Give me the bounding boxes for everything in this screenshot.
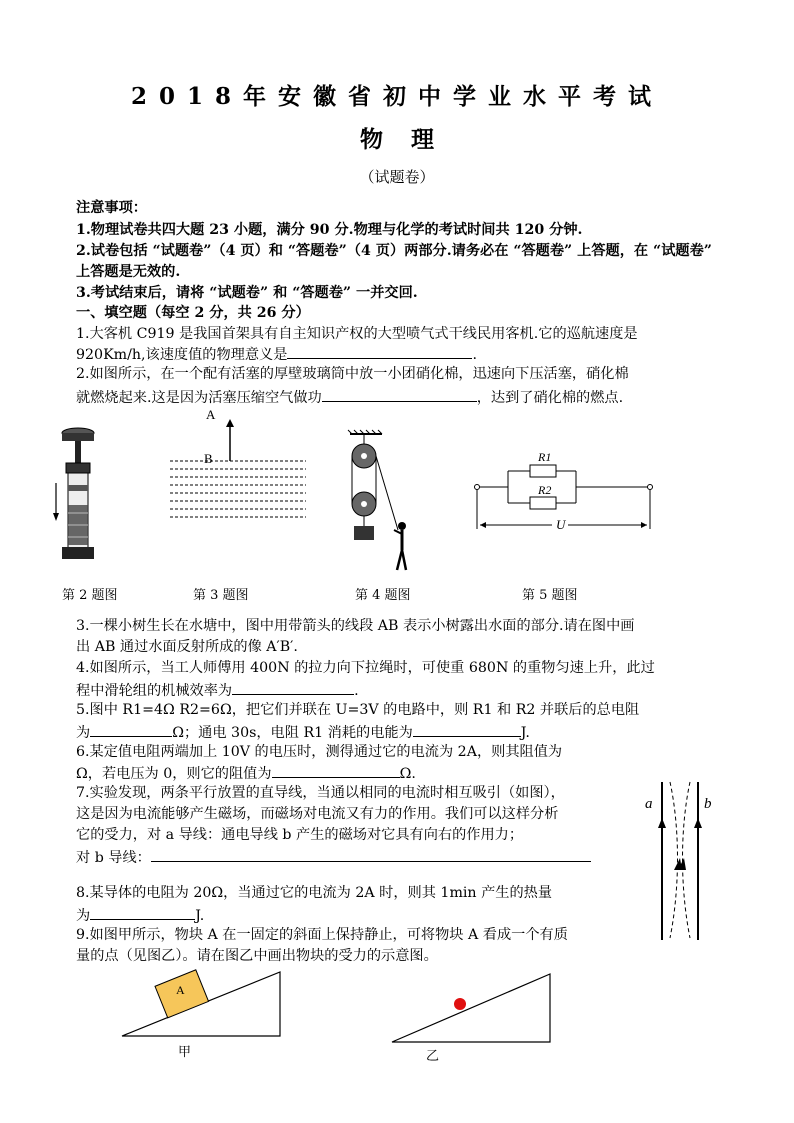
q6-text-a: Ω，若电压为 0，则它的阻值为 — [76, 766, 272, 782]
fig4-caption: 第 4 题图 — [355, 588, 411, 603]
q2-line-1: 2.如图所示，在一个配有活塞的厚壁玻璃筒中放一小团硝化棉，迅速向下压活塞，硝化棉 — [76, 366, 629, 382]
q8-answer-blank[interactable] — [90, 904, 195, 920]
fig5-label-u: U — [556, 517, 566, 532]
q7-line-2: 这是因为电流能够产生磁场，而磁场对电流又有力的作用。我们可以这样分析 — [76, 806, 559, 822]
q7-line-4 — [76, 846, 636, 869]
q6-line-2 — [76, 762, 704, 785]
fig9-point-mass — [454, 998, 466, 1010]
q7-text: 对 b 导线： — [76, 850, 151, 866]
fig7-label-a: a — [645, 796, 653, 812]
q4-line-2 — [76, 679, 704, 702]
fig7-label-b: b — [704, 796, 712, 812]
notice-item-3: 3.考试结束后，请将 “试题卷” 和 “答题卷” 一并交回. — [76, 285, 418, 301]
q1-line-1: 1.大客机 C919 是我国首架具有自主知识产权的大型喷气式干线民用客机.它的巡航速度是 — [76, 326, 638, 342]
q2-text: 就燃烧起来.这是因为活塞压缩空气做功 — [76, 390, 322, 406]
fig3-label-b: B — [204, 451, 213, 466]
fig2-caption: 第 2 题图 — [62, 588, 118, 603]
fig3-caption: 第 3 题图 — [193, 588, 249, 603]
q1-line-2 — [76, 343, 704, 366]
q6-answer-blank[interactable] — [272, 762, 400, 778]
q5-line-2 — [76, 721, 704, 744]
q5-answer-blank-2[interactable] — [413, 721, 521, 737]
q8-text-end: J. — [195, 908, 205, 924]
q5-line-1: 5.图中 R1=4Ω R2=6Ω，把它们并联在 U=3V 的电路中，则 R1 和 R2 并联后的总电阻 — [76, 702, 640, 718]
q1-text: 920Km/h,该速度值的物理意义是 — [76, 347, 288, 363]
q4-text: 程中滑轮组的机械效率为 — [76, 683, 233, 699]
q7-answer-blank[interactable] — [151, 846, 591, 862]
fig5-label-r2: R2 — [538, 483, 552, 497]
fig2-piston-cylinder — [50, 425, 110, 565]
q7-line-1: 7.实验发现，两条平行放置的直导线，当通以相同的电流时相互吸引（如图）， — [76, 785, 565, 801]
q4-line-1: 4.如图所示，当工人师傅用 400N 的拉力向下拉绳时，可使重 680N 的重物匀速上升，此过 — [76, 660, 655, 676]
q5-text-b: Ω；通电 30s，电阻 R1 消耗的电能为 — [172, 725, 413, 741]
q6-line-1: 6.某定值电阻两端加上 10V 的电压时，测得通过它的电流为 2A，则其阻值为 — [76, 744, 563, 760]
q3-line-2: 出 AB 通过水面反射所成的像 A′B′. — [76, 639, 298, 655]
subject-title: 物 理 — [359, 126, 434, 153]
q4-answer-blank[interactable] — [232, 679, 354, 695]
q2-answer-blank[interactable] — [322, 386, 477, 402]
paper-type: （试题卷） — [359, 168, 435, 186]
q6-text-b: Ω. — [399, 766, 416, 782]
q9-line-2: 量的点（见图乙）。请在图乙中画出物块的受力的示意图。 — [76, 948, 438, 964]
notice-item-2a: 2.试卷包括 “试题卷”（4 页）和 “答题卷”（4 页）两部分.请务必在 “答题卷” 上答题，在 “试题卷” — [76, 243, 712, 259]
fig4-pulley-system — [342, 430, 422, 575]
q8-text: 为 — [76, 908, 91, 924]
fig5-parallel-circuit — [472, 445, 662, 535]
fig9-incline-with-point — [390, 962, 560, 1062]
fig3-label-a: A — [206, 407, 216, 422]
fig5-label-r1: R1 — [538, 450, 552, 464]
notice-item-1: 1.物理试卷共四大题 23 小题，满分 90 分.物理与化学的考试时间共 120 分钟. — [76, 222, 583, 238]
notice-heading: 注意事项： — [76, 200, 147, 216]
q5-answer-blank-1[interactable] — [90, 721, 172, 737]
q8-line-2 — [76, 904, 636, 927]
q5-text-c: J. — [520, 725, 530, 741]
fig9-label-block: A — [176, 983, 185, 997]
fig9-incline-with-block — [120, 962, 290, 1062]
fig5-caption: 第 5 题图 — [522, 588, 578, 603]
notice-item-2b: 上答题是无效的. — [76, 264, 181, 280]
section-1-heading: 一、填空题（每空 2 分，共 26 分） — [76, 305, 310, 321]
q9-line-1: 9.如图甲所示，物块 A 在一固定的斜面上保持静止，可将物块 A 看成一个有质 — [76, 927, 568, 943]
fig9-label-jia: 甲 — [178, 1044, 192, 1059]
q1-period: . — [472, 347, 477, 363]
q8-line-1: 8.某导体的电阻为 20Ω，当通过它的电流为 2A 时，则其 1min 产生的热量 — [76, 885, 553, 901]
fig7-parallel-wires — [640, 778, 720, 943]
q3-line-1: 3.一棵小树生长在水塘中，图中用带箭头的线段 AB 表示小树露出水面的部分.请在图中画 — [76, 618, 635, 634]
q4-period: . — [354, 683, 359, 699]
q5-text-a: 为 — [76, 725, 91, 741]
q2-text-end: ，达到了硝化棉的燃点. — [476, 390, 624, 406]
fig3-water-surface — [168, 405, 308, 525]
q7-line-3: 它的受力，对 a 导线：通电导线 b 产生的磁场对它具有向右的作用力； — [76, 827, 524, 843]
q1-answer-blank[interactable] — [287, 343, 472, 359]
fig9-label-yi: 乙 — [426, 1048, 440, 1063]
exam-title: 2018年安徽省初中学业水平考试 — [130, 83, 663, 110]
